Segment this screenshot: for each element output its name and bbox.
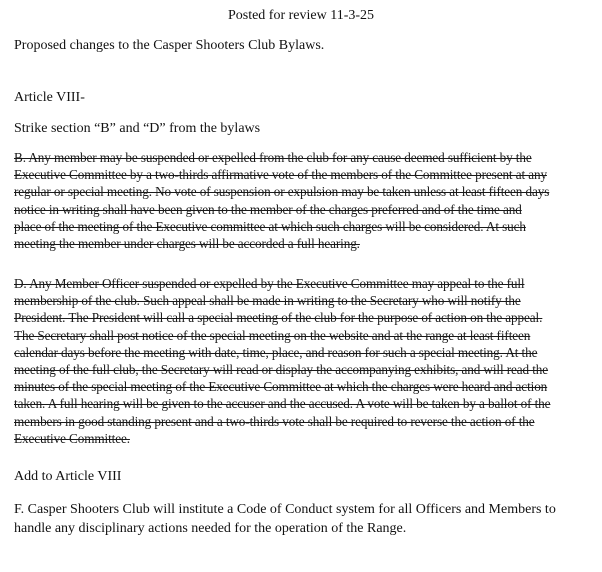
strike-instruction: Strike section “B” and “D” from the bylaws bbox=[14, 121, 261, 136]
section-d-line: D. Any Member Officer suspended or expelled by the Executive Committee may appeal to the full bbox=[14, 276, 525, 291]
posted-header: Posted for review 11-3-25 bbox=[227, 8, 375, 23]
section-d-line: meeting of the full club, the Secretary will read or display the accompanying exhibits, and will read the bbox=[14, 362, 549, 378]
add-heading: Add to Article VIII bbox=[14, 469, 122, 484]
section-d-line: membership of the club. Such appeal shall be made in writing to the Secretary who will notify the bbox=[14, 293, 521, 309]
section-f bbox=[14, 500, 594, 538]
section-d-line: Executive Committee. bbox=[14, 430, 130, 446]
section-f-line: handle any disciplinary actions needed for the operation of the Range. bbox=[14, 521, 407, 536]
section-d-struck bbox=[14, 275, 594, 447]
intro-text: Proposed changes to the Casper Shooters Club Bylaws. bbox=[14, 38, 325, 53]
section-b-line: Executive Committee by a two-thirds affirmative vote of the members of the Committee present at any bbox=[14, 167, 547, 183]
section-b-line: place of the meeting of the Executive committee at which such charges will be considered. At such bbox=[14, 218, 526, 234]
section-d-line: taken. A full hearing will be given to the accuser and the accused. A vote will be taken by a ballot of the bbox=[14, 396, 551, 412]
section-d-line: calendar days before the meeting with date, time, place, and reason for such a special meeting. At the bbox=[14, 344, 538, 360]
section-b-line: meeting the member under charges will be accorded a full hearing. bbox=[14, 236, 360, 252]
section-d-line: President. The President will call a special meeting of the club for the purpose of action on the appeal. bbox=[14, 310, 543, 326]
section-b-struck bbox=[14, 149, 594, 252]
section-d-line: minutes of the special meeting of the Executive Committee at which the charges were heard and action bbox=[14, 379, 548, 395]
article-heading: Article VIII- bbox=[14, 90, 85, 105]
section-f-line: F. Casper Shooters Club will institute a Code of Conduct system for all Officers and Members to bbox=[14, 502, 556, 517]
section-d-line: members in good standing present and a two-thirds vote shall be required to reverse the action of the bbox=[14, 413, 535, 429]
section-d-line: The Secretary shall post notice of the special meeting on the website and at the range at least fifteen bbox=[14, 327, 531, 343]
section-b-line: regular or special meeting. No vote of suspension or expulsion may be taken unless at least fifteen days bbox=[14, 184, 550, 200]
section-b-line: notice in writing shall have been given to the member of the charges preferred and of the time and bbox=[14, 201, 522, 217]
section-b-line: B. Any member may be suspended or expelled from the club for any cause deemed sufficient by the bbox=[14, 150, 532, 165]
